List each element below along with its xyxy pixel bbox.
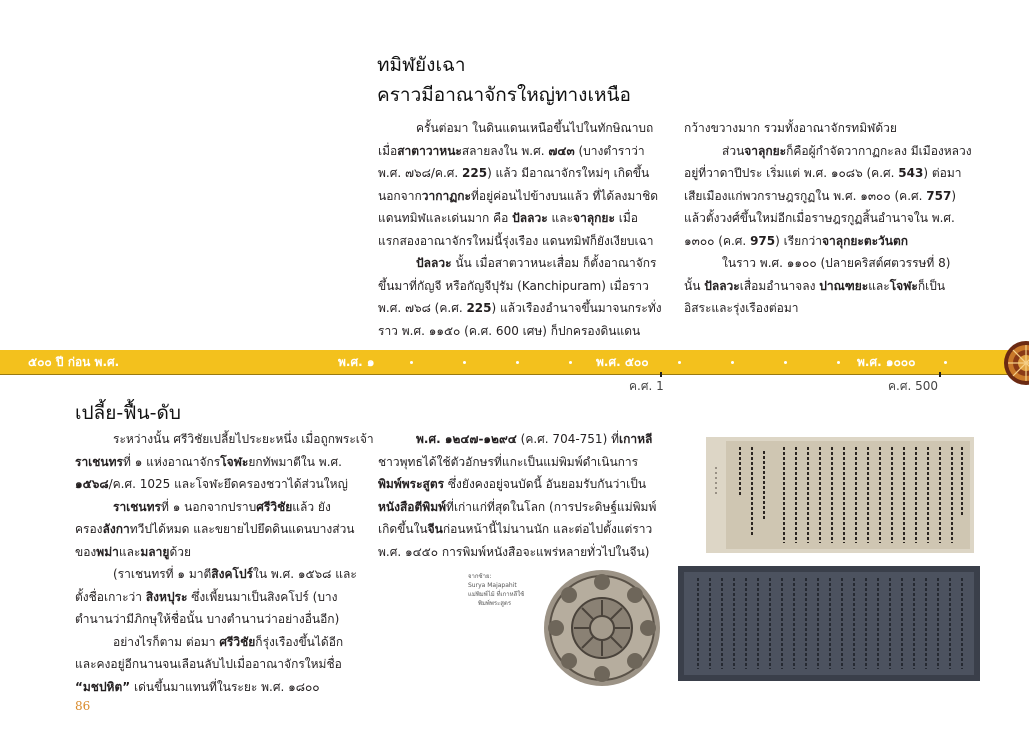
bottom-section-title: เปลี้ย-ฟื้น-ดับ: [75, 402, 181, 424]
bold-text: ศรีวิชัย: [256, 499, 293, 514]
text-span: ส่วน: [722, 143, 745, 158]
text-span: ) ต่อมา: [923, 166, 962, 180]
text-span: ของ: [75, 544, 97, 559]
bottom-left-column: [75, 428, 374, 698]
text-line: [378, 451, 670, 474]
bold-text: มลายู: [140, 544, 170, 559]
text-line: [75, 608, 365, 631]
text-span: เมื่อ: [614, 211, 638, 225]
bold-text: “มชปหิต”: [75, 679, 131, 694]
top-left-column: [378, 117, 660, 342]
text-span: และ: [868, 278, 890, 293]
text-span: พ.ศ. ๗๖๘ (ค.ศ.: [378, 301, 467, 315]
text-span: ) เรียกว่า: [775, 233, 822, 248]
text-span: (ค.ศ. 704-751) ที่: [516, 432, 619, 446]
text-span: ซึ่งเพี้ยนมาเป็นสิงคโปร์ (บาง: [187, 589, 338, 604]
text-line: [75, 428, 374, 451]
bold-text: 543: [898, 166, 924, 180]
bold-text: โจฬะ: [889, 278, 918, 293]
text-line: [75, 541, 365, 564]
surya-majapahit-image: [540, 568, 664, 688]
text-span: แดนทมิฬและเด่นมาก คือ: [378, 211, 513, 225]
text-span: ๑๓๐๐ (ค.ศ.: [684, 233, 751, 248]
bold-text: หนังสือตีพิมพ์: [378, 499, 447, 514]
text-line: [684, 162, 984, 185]
text-line: [378, 140, 660, 163]
caption-line: Surya Majapahit: [468, 582, 517, 589]
text-span: ก่อนหน้านี้ไม่นานนัก และต่อไปตั้งแต่ราว: [442, 522, 653, 536]
bold-text: ๗๔๓: [548, 143, 575, 158]
timeline-dot: [944, 361, 947, 364]
text-line: [75, 631, 365, 654]
text-span: ก็เป็น: [917, 278, 946, 293]
text-span: ยกทัพมาตีใน พ.ศ.: [248, 454, 342, 469]
bold-text: ราเชนทร: [75, 454, 123, 469]
bold-text: จีน: [427, 522, 443, 536]
text-span: และคงอยู่อีกนานจนเลือนลับไปเมื่ออาณาจักรใหม่ชื่อ: [75, 657, 342, 671]
text-line: [684, 185, 984, 208]
text-line: [75, 563, 365, 586]
text-span: ) แล้วเรืองอำนาจขึ้นมาจนกระทั่ง: [491, 301, 662, 315]
text-span: (บางตำราว่า: [574, 143, 645, 158]
bold-text: ราเชนทร: [113, 499, 161, 514]
text-line: [378, 297, 660, 320]
bold-text: ปัลลวะ: [512, 211, 548, 225]
bold-text: จาลุกยะ: [573, 211, 615, 225]
bold-text: ศรีวิชัย: [219, 634, 256, 649]
timeline-baseline: [0, 374, 1010, 375]
text-line: [378, 230, 660, 253]
timeline-ce-500: ค.ศ. 500: [888, 379, 938, 393]
bold-text: โจฬะ: [220, 454, 249, 469]
text-span: ระหว่างนั้น ศรีวิชัยเปลี้ยไประยะหนึ่ง เมื่อถูกพระเจ้า: [113, 432, 374, 446]
caption-line: จากซ้าย:: [468, 573, 492, 580]
timeline-label-start: ๕๐๐ ปี ก่อน พ.ศ.: [28, 355, 120, 369]
text-line: [378, 162, 660, 185]
text-line: [378, 117, 660, 140]
text-span: ตำนานว่ามีภิกษุให้ชื่อนั้น บางตำนานว่าอย่างอื่นอีก): [75, 612, 340, 626]
text-span: อยู่ที่วาดาปีประ เริ่มแต่ พ.ศ. ๑๐๘๖ (ค.ศ.: [684, 166, 899, 180]
text-line: [75, 518, 365, 541]
text-span: เด่นขึ้นมาแทนที่ในระยะ พ.ศ. ๑๘๐๐: [130, 679, 320, 694]
bold-text: สิงหปุระ: [145, 589, 188, 604]
caption-line: พิมพ์พระสูตร: [478, 600, 512, 607]
text-span: นั้น: [684, 278, 705, 293]
text-span: ที่อยู่ค่อนไปข้างบนแล้ว ที่ได้ลงมาชิด: [470, 188, 659, 203]
text-span: เมื่อ: [378, 143, 398, 158]
text-line: [684, 207, 984, 230]
korean-woodblock-image: [678, 566, 980, 681]
bold-text: พ.ศ. ๑๒๔๗-๑๒๙๔: [416, 432, 517, 446]
text-span: สลายลงใน พ.ศ.: [461, 143, 549, 158]
page-number: 86: [75, 699, 91, 713]
section-title-line1: ทมิฬยังเฉา: [377, 54, 466, 76]
text-line: [684, 117, 984, 140]
text-line: [378, 275, 660, 298]
text-line: [378, 473, 670, 496]
text-line: [378, 207, 660, 230]
bold-text: วากาฏกะ: [421, 188, 471, 203]
text-span: ก็รุ่งเรืองขึ้นได้อีก: [255, 634, 344, 649]
timeline-dot: [569, 361, 572, 364]
timeline-dot: [731, 361, 734, 364]
timeline-dot: [784, 361, 787, 364]
text-span: เสียเมืองแก่พวกราษฎรกูฏใน พ.ศ. ๑๓๐๐ (ค.ศ.: [684, 188, 927, 203]
text-line: [75, 676, 365, 699]
text-line: [378, 185, 660, 208]
text-line: [684, 297, 984, 320]
image-caption: [468, 572, 524, 608]
timeline-dot: [516, 361, 519, 364]
text-span: แรกสองอาณาจักรใหม่นี้รุ่งเรือง แดนทมิฬก็ยังเงียบเฉา: [378, 233, 654, 248]
text-span: กว้างขวางมาก รวมทั้งอาณาจักรทมิฬด้วย: [684, 121, 897, 135]
text-span: นั้น เมื่อสาตวาหนะเสื่อม ก็ตั้งอาณาจักร: [451, 256, 657, 270]
text-line: [684, 275, 984, 298]
text-line: [75, 451, 365, 474]
text-span: พ.ศ. ๗๖๘/ค.ศ.: [378, 166, 462, 180]
bold-text: ปาณฑยะ: [819, 278, 869, 293]
top-right-column: [684, 117, 984, 320]
bold-text: ปัลลวะ: [416, 256, 452, 270]
text-line: [75, 473, 365, 496]
bold-text: ปัลลวะ: [704, 278, 740, 293]
text-line: [75, 653, 365, 676]
text-line: [75, 586, 365, 609]
timeline-dot: [463, 361, 466, 364]
bold-text: จาลุกยะตะวันตก: [821, 233, 909, 248]
text-span: ครอง: [75, 522, 103, 536]
bold-text: 225: [462, 166, 488, 180]
text-span: เกิดขึ้นใน: [378, 522, 428, 536]
timeline-label-be-1000: พ.ศ. ๑๐๐๐: [857, 355, 916, 369]
text-span: ด้วย: [169, 544, 191, 559]
text-span: ) แล้ว มีอาณาจักรใหม่ๆ เกิดขึ้น: [487, 166, 650, 180]
timeline-label-be-1: พ.ศ. ๑: [338, 355, 375, 369]
bold-text: พม่า: [96, 544, 119, 559]
bold-text: ๑๕๖๘: [75, 477, 109, 491]
text-span: ก็คือผู้กำจัดวากาฏกะลง มีเมืองหลวง: [786, 143, 972, 158]
text-line: [684, 252, 984, 275]
text-span: ซึ่งยังคงอยู่จนบัดนี้ อันยอมรับกันว่าเป็น: [444, 477, 647, 491]
bold-text: สิงคโปร์: [211, 567, 253, 581]
text-line: [378, 320, 660, 343]
timeline-label-be-500: พ.ศ. ๕๐๐: [596, 355, 649, 369]
timeline-dot: [678, 361, 681, 364]
text-span: นอกจาก: [378, 188, 422, 203]
text-span: ราว พ.ศ. ๑๑๕๐ (ค.ศ. 600 เศษ) ก็ปกครองดินแดน: [378, 323, 641, 338]
section-title-line2: คราวมีอาณาจักรใหญ่ทางเหนือ: [377, 84, 631, 106]
text-span: ที่ ๑ นอกจากปราบ: [161, 499, 257, 514]
bold-text: 225: [466, 301, 492, 315]
bold-text: 757: [926, 188, 952, 203]
text-span: ขึ้นมาที่กัญจี หรือกัญจีปุรัม (Kanchipuram) เมื่อราว: [378, 278, 649, 293]
text-line: [684, 140, 984, 163]
text-line: [378, 252, 660, 275]
text-line: [378, 428, 670, 451]
text-span: (ราเชนทรที่ ๑ มาตี: [113, 567, 212, 581]
timeline-tick-ce-500: [939, 372, 941, 377]
bold-text: พิมพ์พระสูตร: [378, 477, 445, 491]
sutra-print-image: [706, 437, 974, 553]
text-span: ครั้นต่อมา ในดินแดนเหนือขึ้นไปในทักษิณาบถ: [416, 121, 654, 135]
bold-text: จาลุกยะ: [744, 143, 787, 158]
text-span: ที่ ๑ แห่งอาณาจักร: [123, 454, 221, 469]
text-span: พ.ศ. ๑๔๕๐ การพิมพ์หนังสือจะแพร่หลายทั่วไปในจีน): [378, 544, 650, 559]
text-span: ใน พ.ศ. ๑๕๖๘ และ: [253, 567, 357, 581]
text-span: ): [951, 188, 957, 203]
bold-text: ลังกา: [102, 522, 130, 536]
dharma-wheel-icon: [1003, 340, 1029, 386]
bold-text: เกาหลี: [618, 432, 653, 446]
timeline-dot: [410, 361, 413, 364]
text-span: แล้ว ยัง: [292, 499, 331, 514]
bold-text: 975: [750, 233, 776, 248]
text-line: [75, 496, 365, 519]
text-span: ตั้งชื่อเกาะว่า: [75, 589, 146, 604]
text-line: [378, 541, 670, 564]
text-span: ในราว พ.ศ. ๑๑๐๐ (ปลายคริสต์ศตวรรษที่ 8): [722, 256, 951, 270]
text-line: [684, 230, 984, 253]
text-span: /ค.ศ. 1025 และโจฬะยึดครองชวาได้ส่วนใหญ่: [108, 477, 348, 491]
text-span: ที่เก่าแก่ที่สุดในโลก (การประดิษฐ์แม่พิมพ์: [446, 499, 657, 514]
text-span: เสื่อมอำนาจลง: [739, 278, 820, 293]
bottom-middle-column: [378, 428, 670, 563]
bold-text: สาตาวาหนะ: [397, 143, 462, 158]
text-span: ชาวพุทธได้ใช้ตัวอักษรที่แกะเป็นแม่พิมพ์ดำเนินการ: [378, 454, 639, 469]
text-span: แล้วตั้งวงศ์ขึ้นใหม่อีกเมื่อราษฎรกูฏสิ้นอำนาจใน พ.ศ.: [684, 211, 955, 225]
timeline-ce-1: ค.ศ. 1: [629, 379, 664, 393]
text-span: และ: [547, 211, 574, 225]
text-line: [378, 496, 670, 519]
text-span: ทวีปได้หมด และขยายไปยึดดินแดนบางส่วน: [129, 522, 355, 536]
text-line: [378, 518, 670, 541]
text-span: อย่างไรก็ตาม ต่อมา: [113, 634, 220, 649]
text-span: อิสระและรุ่งเรืองต่อมา: [684, 301, 799, 315]
text-span: และ: [118, 544, 141, 559]
caption-line: แม่พิมพ์ไม้ ที่เกาหลีใช้: [468, 591, 525, 598]
timeline-dot: [837, 361, 840, 364]
